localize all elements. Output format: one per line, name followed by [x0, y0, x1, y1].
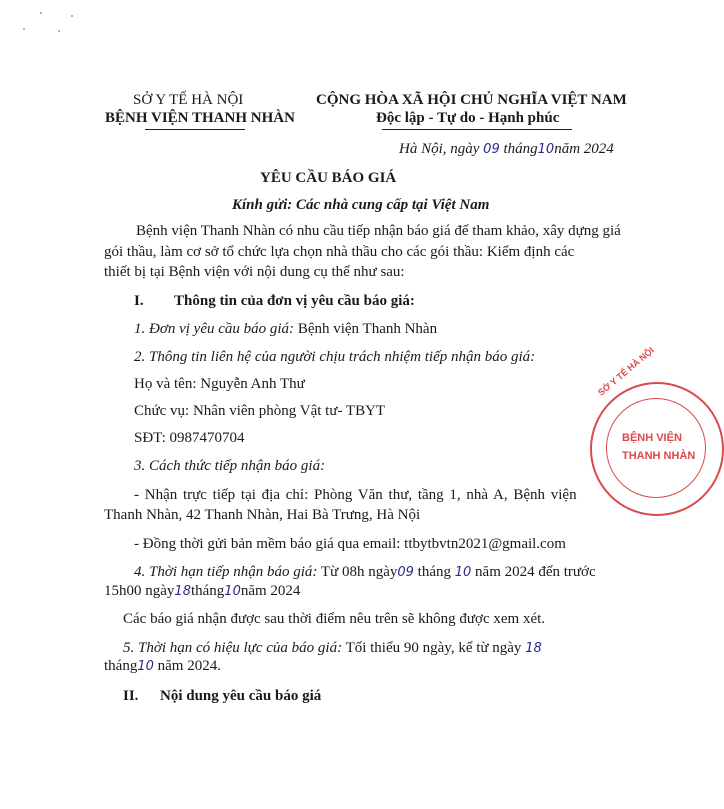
item-4-line-1	[134, 564, 596, 581]
item-4-text-a: Từ 08h ngày	[320, 564, 398, 580]
item-4-text-f: năm 2024	[240, 583, 301, 599]
item-5-month: 10	[137, 659, 154, 674]
item-4-month: 10	[454, 565, 472, 580]
hospital-underline	[145, 129, 245, 130]
date-year: năm 2024	[554, 141, 614, 157]
seal-ring-text: SỞ Y TẾ HÀ NỘI	[596, 345, 656, 398]
section-1-number: I.	[134, 293, 144, 309]
item-4-day-2: 18	[174, 584, 191, 599]
item-4-label: 4. Thời hạn tiếp nhận báo giá:	[134, 564, 318, 580]
item-4-line-2	[104, 583, 300, 600]
item-1-label: 1. Đơn vị yêu cầu báo giá:	[134, 321, 295, 337]
item-4-text-e: tháng	[190, 583, 225, 599]
direct-submission-line-2: Thanh Nhàn, 42 Thanh Nhàn, Hai Bà Trưng, Hà Nội	[104, 507, 421, 523]
seal-line-2: THANH NHÀN	[622, 450, 696, 462]
intro-line-3: thiết bị tại Bệnh viện với nội dung cụ thể như sau:	[104, 264, 405, 280]
section-1-heading: Thông tin của đơn vị yêu cầu báo giá:	[174, 293, 415, 309]
contact-name: Họ và tên: Nguyễn Anh Thư	[134, 376, 305, 392]
date-month-label: tháng	[503, 141, 538, 157]
document-date	[399, 141, 614, 158]
document-title: YÊU CẦU BÁO GIÁ	[260, 170, 397, 186]
date-prefix: Hà Nội, ngày	[399, 141, 480, 157]
national-title: CỘNG HÒA XÃ HỘI CHỦ NGHĨA VIỆT NAM	[316, 92, 627, 108]
item-4-day: 09	[397, 565, 414, 580]
recipient-line: Kính gửi: Các nhà cung cấp tại Việt Nam	[232, 197, 490, 213]
direct-submission-line-1: - Nhận trực tiếp tại địa chỉ: Phòng Văn thư, tầng 1, nhà A, Bệnh viện	[134, 487, 577, 503]
item-5-text-b: tháng	[104, 658, 138, 674]
item-1	[134, 321, 437, 338]
section-2-heading: Nội dung yêu cầu báo giá	[160, 688, 322, 704]
item-4-text-c: năm 2024 đến trước	[475, 564, 596, 580]
seal-line-1: BỆNH VIỆN	[622, 432, 682, 444]
item-4-text-d: 15h00 ngày	[104, 583, 175, 599]
agency-name: SỞ Y TẾ HÀ NỘI	[133, 92, 244, 108]
item-5-line-2	[104, 658, 221, 675]
contact-phone: SĐT: 0987470704	[134, 430, 245, 446]
item-3-label: 3. Cách thức tiếp nhận báo giá:	[134, 458, 326, 474]
section-2-number: II.	[123, 688, 139, 704]
item-1-value: Bệnh viện Thanh Nhàn	[297, 321, 438, 337]
motto-underline	[382, 129, 572, 130]
date-month: 10	[537, 142, 555, 157]
item-5-line-1	[123, 640, 542, 657]
hospital-name: BỆNH VIỆN THANH NHÀN	[105, 110, 295, 126]
date-day: 09	[483, 142, 500, 157]
seal-inner-ring	[606, 398, 706, 498]
item-4-text-b: tháng	[417, 564, 451, 580]
contact-position: Chức vụ: Nhân viên phòng Vật tư- TBYT	[134, 403, 386, 419]
item-5-label: 5. Thời hạn có hiệu lực của báo giá:	[123, 640, 343, 656]
item-5-day: 18	[525, 641, 542, 656]
email-submission: - Đồng thời gửi bản mềm báo giá qua email: ttbytbvtn2021@gmail.com	[134, 536, 566, 552]
item-2-label: 2. Thông tin liên hệ của người chịu trách nhiệm tiếp nhận báo giá:	[134, 349, 536, 365]
late-submission-note: Các báo giá nhận được sau thời điểm nêu trên sẽ không được xem xét.	[123, 611, 546, 627]
national-motto: Độc lập - Tự do - Hạnh phúc	[376, 110, 560, 126]
item-5-text-c: năm 2024.	[157, 658, 221, 674]
intro-line-1: Bệnh viện Thanh Nhàn có nhu cầu tiếp nhận báo giá để tham khảo, xây dựng giá	[136, 223, 621, 239]
item-5-text-a: Tối thiểu 90 ngày, kể từ ngày	[345, 640, 522, 656]
intro-line-2: gói thầu, làm cơ sở tổ chức lựa chọn nhà thầu cho các gói thầu: Kiểm định các	[104, 244, 575, 260]
item-4-month-2: 10	[224, 584, 241, 599]
hospital-seal	[590, 345, 724, 516]
